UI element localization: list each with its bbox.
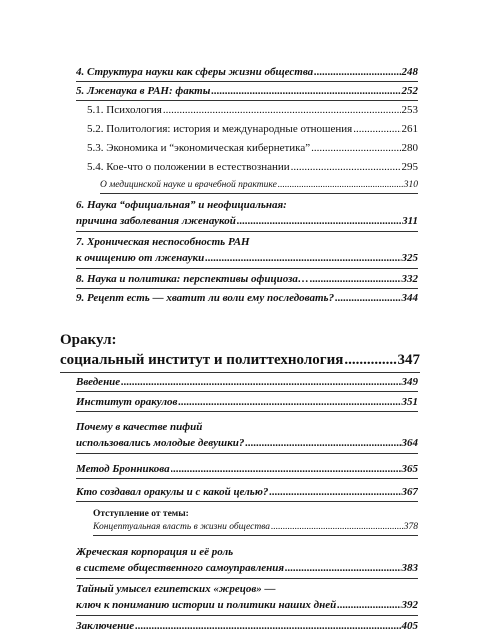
- toc-entry-title: ключ к пониманию истории и политики наших дней: [76, 599, 337, 611]
- dot-leader: [171, 462, 401, 477]
- dot-leader: [271, 521, 403, 534]
- page-number: 392: [401, 599, 418, 611]
- toc-entry-title: Концептуальная власть в жизни общества: [93, 522, 270, 532]
- page-number: 378: [403, 522, 418, 532]
- entry-underline: [93, 535, 418, 536]
- page-number: 310: [403, 180, 418, 190]
- dot-leader: [121, 375, 400, 390]
- toc-entry-title: в системе общественного самоуправления: [76, 562, 284, 574]
- page-number: 248: [401, 66, 418, 78]
- page-number: 383: [401, 562, 418, 574]
- dot-leader: [353, 122, 400, 137]
- page-number: 295: [401, 161, 418, 173]
- toc-entry-title: Оракул:: [60, 332, 117, 348]
- page-number: 332: [401, 273, 418, 285]
- entry-underline: [76, 411, 418, 412]
- entry-underline: [76, 501, 418, 502]
- toc-entry-title: Жреческая корпорация и её роль: [76, 546, 234, 558]
- toc-entry-title: 9. Рецепт есть — хватит ли воли ему последовать?: [76, 292, 335, 304]
- page-number: 261: [401, 123, 418, 135]
- dot-leader: [269, 485, 400, 500]
- dot-leader: [245, 436, 400, 451]
- page-number: 349: [401, 376, 418, 388]
- dot-leader: [285, 561, 401, 576]
- toc-entry-title: Почему в качестве пифий: [76, 421, 203, 433]
- dot-leader: [278, 179, 403, 192]
- page-number: 311: [402, 215, 418, 227]
- page-number: 280: [401, 142, 418, 154]
- dot-leader: [335, 291, 400, 306]
- toc-entry-title: 4. Структура науки как сферы жизни общества: [76, 66, 314, 78]
- dot-leader: [211, 84, 400, 99]
- toc-entry-title: Введение: [76, 376, 121, 388]
- entry-underline: [100, 193, 418, 194]
- dot-leader: [337, 598, 400, 613]
- page-number: 325: [401, 252, 418, 264]
- toc-entry-title: 7. Хроническая неспособность РАН: [76, 236, 250, 248]
- dot-leader: [314, 65, 400, 80]
- entry-underline: [76, 81, 418, 82]
- entry-underline: [76, 268, 418, 269]
- entry-underline: [76, 231, 418, 232]
- dot-leader: [237, 214, 401, 229]
- toc-entry-title: 5. Лженаука в РАН: факты: [76, 85, 211, 97]
- entry-underline: [60, 372, 420, 373]
- dot-leader: [311, 141, 400, 156]
- entry-underline: [76, 478, 418, 479]
- page-number: 365: [401, 463, 418, 475]
- toc-entry-title: использовались молодые девушки?: [76, 437, 245, 449]
- entry-underline: [76, 100, 418, 101]
- toc-entry-title: 6. Наука “официальная” и неофициальная:: [76, 199, 287, 211]
- toc-entry-title: 5.1. Психология: [87, 104, 162, 116]
- entry-underline: [76, 391, 418, 392]
- page-number: 252: [401, 85, 418, 97]
- dot-leader: [178, 395, 400, 410]
- page-number: 344: [401, 292, 418, 304]
- dot-leader: [291, 160, 401, 175]
- page-number: 347: [397, 352, 420, 368]
- page-number: 351: [401, 396, 418, 408]
- entry-underline: [76, 288, 418, 289]
- toc-entry-title: 5.3. Экономика и “экономическая кибернетика”: [87, 142, 311, 154]
- toc-entry-title: Метод Бронникова: [76, 463, 170, 475]
- toc-entry-title: Отступление от темы:: [93, 509, 189, 519]
- toc-entry-title: 8. Наука и политика: перспективы официоза…: [76, 273, 309, 285]
- toc-entry-title: 5.4. Кое-что о положении в естествознании: [87, 161, 290, 173]
- toc-entry-title: 5.2. Политология: история и международные отношения: [87, 123, 353, 135]
- toc-entry-title: Кто создавал оракулы и с какой целью?: [76, 486, 269, 498]
- dot-leader: [135, 619, 400, 634]
- dot-leader: [163, 103, 401, 118]
- toc-entry-title: Тайный умысел египетских «жрецов» —: [76, 583, 276, 595]
- page-number: 253: [401, 104, 418, 116]
- toc-entry-title: социальный институт и политтехнология: [60, 352, 344, 368]
- dot-leader: [310, 272, 401, 287]
- toc-entry-title: к очищению от лженауки: [76, 252, 205, 264]
- entry-underline: [76, 615, 418, 616]
- entry-underline: [76, 578, 418, 579]
- page-number: 367: [401, 486, 418, 498]
- toc-entry-title: О медицинской науке и врачебной практике: [100, 180, 277, 190]
- dot-leader: [205, 251, 400, 266]
- dot-leader: [344, 351, 396, 370]
- page-number: 364: [401, 437, 418, 449]
- page-number: 405: [401, 620, 418, 632]
- toc-entry-title: причина заболевания лженаукой: [76, 215, 236, 227]
- entry-underline: [76, 453, 418, 454]
- toc-entry-title: Заключение: [76, 620, 135, 632]
- toc-entry-title: Институт оракулов: [76, 396, 178, 408]
